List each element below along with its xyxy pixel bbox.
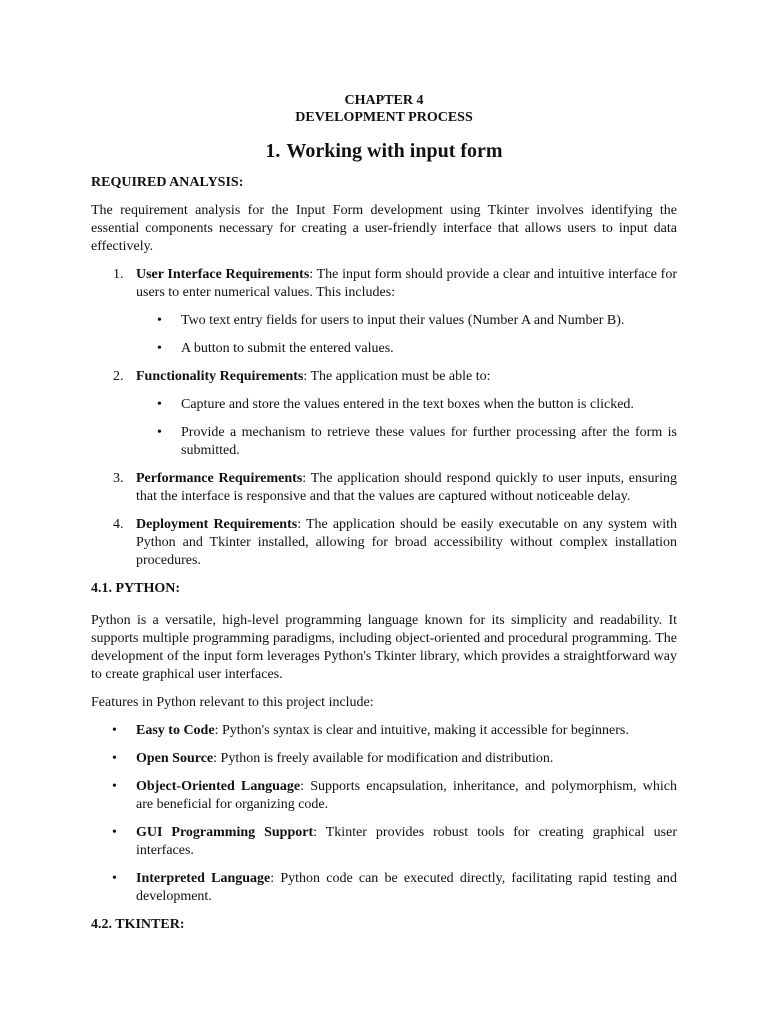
feature-title: GUI Programming Support <box>136 825 314 840</box>
requirement-number: 3. <box>113 471 124 486</box>
sub-list-item <box>136 396 677 414</box>
page-content <box>91 92 677 934</box>
feature-text: : Python's syntax is clear and intuitive, making it accessible for beginners. <box>214 723 629 738</box>
required-analysis-heading: REQUIRED ANALYSIS: <box>91 175 244 190</box>
python-heading: 4.1. PYTHON: <box>91 581 181 596</box>
bullet-icon: • <box>157 397 162 412</box>
requirement-title: Performance Requirements <box>136 471 303 486</box>
feature-item <box>91 870 677 906</box>
requirement-text: : The application should be easily executable on any system with Python and Tkinter installed, allowing for broad accessibility without complex installation procedures. <box>136 517 678 568</box>
features-list <box>91 722 677 906</box>
required-analysis-intro: The requirement analysis for the Input Form development using Tkinter involves identifying the essential components necessary for creating a user-friendly interface that allows users to input data effectively. <box>91 203 677 254</box>
sub-list-item <box>136 424 677 460</box>
requirement-sublist <box>136 312 677 358</box>
sub-item-text: A button to submit the entered values. <box>181 341 394 356</box>
requirement-item <box>91 470 677 506</box>
requirement-item <box>91 516 677 570</box>
bullet-icon: • <box>157 341 162 356</box>
requirement-number: 2. <box>113 369 124 384</box>
sub-list-item <box>136 340 677 358</box>
feature-text: : Supports encapsulation, inheritance, and polymorphism, which are beneficial for organizing code. <box>136 779 678 812</box>
bullet-icon: • <box>112 751 117 766</box>
bullet-icon: • <box>112 871 117 886</box>
feature-item <box>91 778 677 814</box>
requirements-list <box>91 266 677 570</box>
requirement-title: User Interface Requirements <box>136 267 310 282</box>
python-paragraph: Python is a versatile, high-level programming language known for its simplicity and readability. It supports multiple programming paradigms, including object-oriented and procedural programming. The development of the input form leverages Python's Tkinter library, which provides a straightforward way to create graphical user interfaces. <box>91 613 677 682</box>
feature-item <box>91 824 677 860</box>
feature-title: Open Source <box>136 751 214 766</box>
sub-list-item <box>136 312 677 330</box>
bullet-icon: • <box>112 723 117 738</box>
requirement-item <box>91 266 677 358</box>
requirement-number: 1. <box>113 267 124 282</box>
requirement-text: : The application must be able to: <box>303 369 491 384</box>
requirement-title: Functionality Requirements <box>136 369 304 384</box>
section-heading-number: 1. <box>265 140 281 162</box>
section-heading <box>91 139 677 163</box>
sub-item-text: Provide a mechanism to retrieve these values for further processing after the form is submitted. <box>181 425 677 458</box>
feature-title: Object-Oriented Language <box>136 779 301 794</box>
requirement-text: : The application should respond quickly to user inputs, ensuring that the interface is responsive and that the values are captured without noticeable delay. <box>136 471 677 504</box>
requirement-item <box>91 368 677 460</box>
section-heading-text: Working with input form <box>286 140 503 162</box>
chapter-title: DEVELOPMENT PROCESS <box>295 110 473 125</box>
requirement-number: 4. <box>113 517 124 532</box>
chapter-label: CHAPTER 4 <box>344 93 424 108</box>
tkinter-heading: 4.2. TKINTER: <box>91 917 185 932</box>
requirement-sublist <box>136 396 677 460</box>
feature-text: : Tkinter provides robust tools for creating graphical user interfaces. <box>136 825 677 858</box>
feature-item <box>91 722 677 740</box>
features-intro: Features in Python relevant to this project include: <box>91 695 374 710</box>
requirement-text: : The input form should provide a clear and intuitive interface for users to enter numerical values. This includes: <box>136 267 677 300</box>
feature-text: : Python code can be executed directly, facilitating rapid testing and development. <box>136 871 677 904</box>
bullet-icon: • <box>112 825 117 840</box>
bullet-icon: • <box>112 779 117 794</box>
feature-title: Interpreted Language <box>136 871 271 886</box>
feature-text: : Python is freely available for modification and distribution. <box>213 751 554 766</box>
requirement-title: Deployment Requirements <box>136 517 298 532</box>
sub-item-text: Capture and store the values entered in the text boxes when the button is clicked. <box>181 397 634 412</box>
sub-item-text: Two text entry fields for users to input their values (Number A and Number B). <box>181 313 625 328</box>
bullet-icon: • <box>157 313 162 328</box>
feature-item <box>91 750 677 768</box>
bullet-icon: • <box>157 425 162 440</box>
feature-title: Easy to Code <box>136 723 215 738</box>
